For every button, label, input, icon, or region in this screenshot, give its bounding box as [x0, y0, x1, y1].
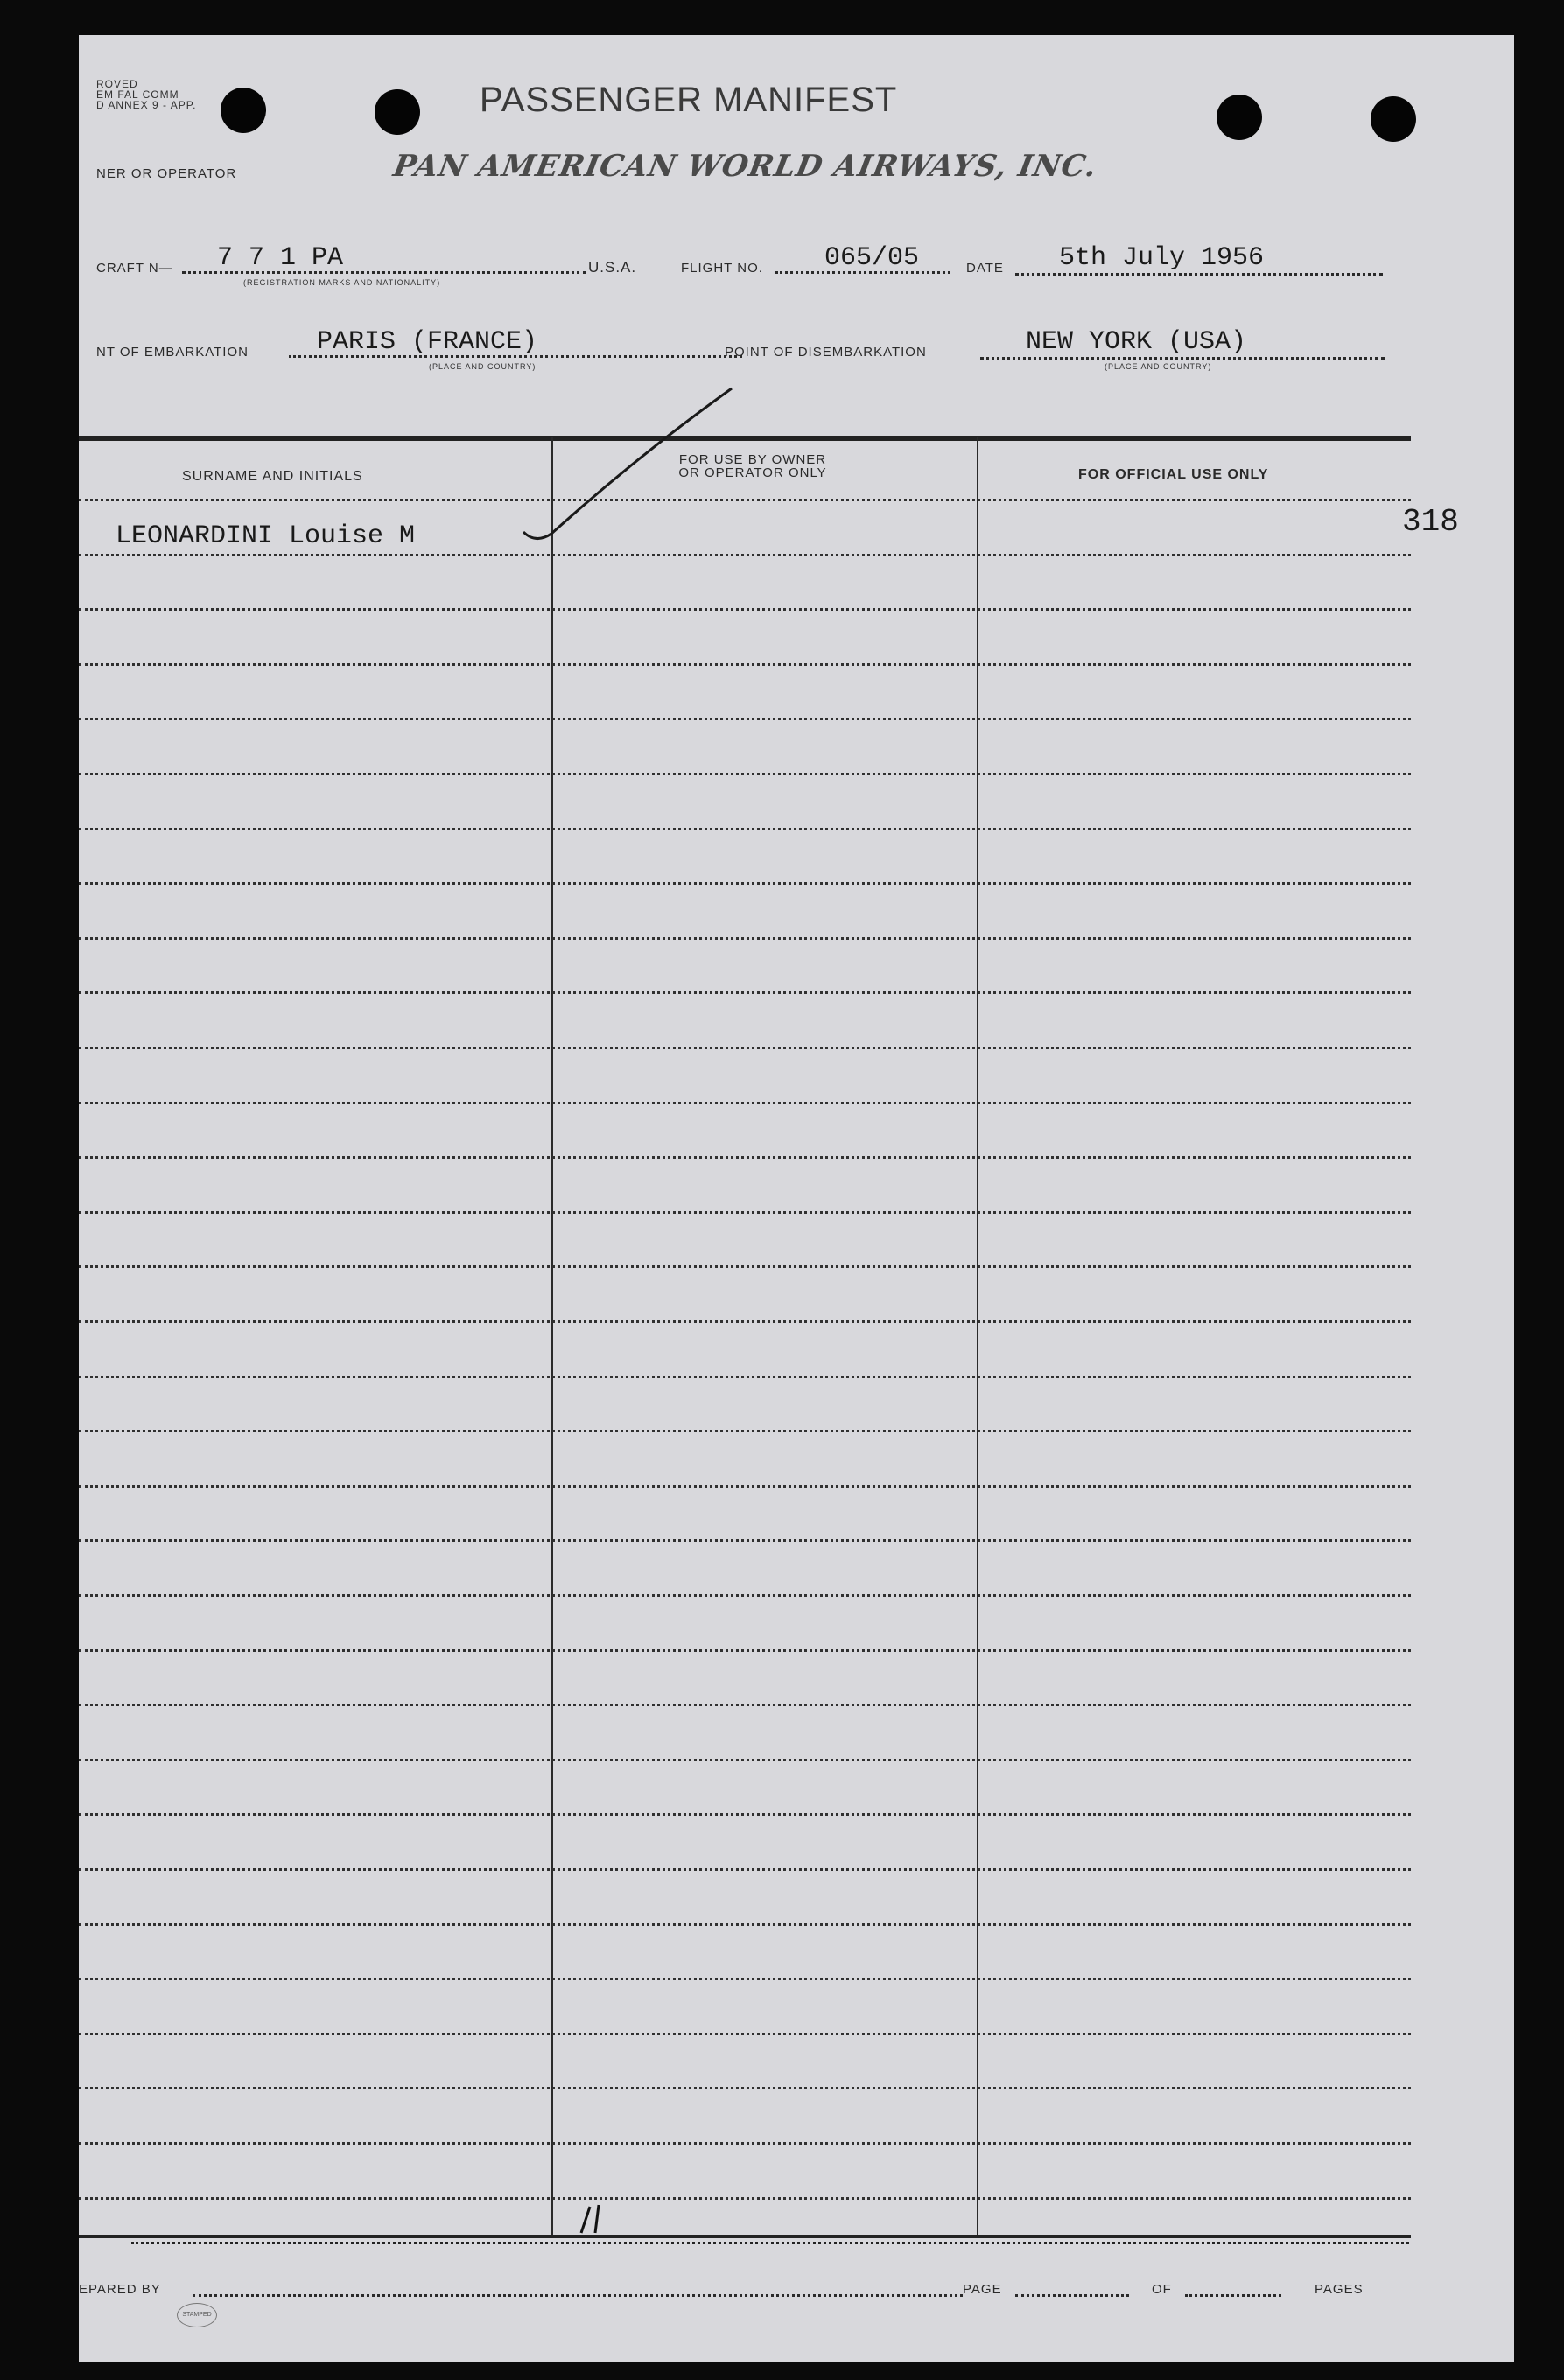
table-row [79, 1430, 1411, 1432]
col-official-header: FOR OFFICIAL USE ONLY [1078, 467, 1269, 482]
table-row [79, 1156, 1411, 1158]
table-row [79, 937, 1411, 940]
punch-hole [221, 88, 266, 133]
check-mark-icon [516, 385, 744, 551]
prepared-by-label: EPARED BY [79, 2282, 161, 2297]
manifest-page [79, 35, 1514, 2362]
table-row [79, 1868, 1411, 1871]
pages-label: PAGES [1315, 2282, 1364, 2297]
table-row [79, 554, 1411, 556]
aircraft-sublabel: (REGISTRATION MARKS AND NATIONALITY) [243, 278, 441, 287]
disembarkation-value: NEW YORK (USA) [1026, 327, 1247, 357]
embarkation-value: PARIS (FRANCE) [317, 327, 538, 357]
flight-underline [775, 271, 950, 274]
table-row [79, 828, 1411, 830]
prepared-by-line [193, 2294, 963, 2297]
table-row [79, 991, 1411, 994]
page-line [1015, 2294, 1129, 2297]
col-owner-line-1: FOR USE BY OWNER [678, 452, 827, 467]
table-row [79, 2033, 1411, 2035]
table-row [79, 663, 1411, 666]
table-row [79, 2197, 1411, 2200]
column-divider-1 [551, 438, 553, 2235]
table-row [79, 1813, 1411, 1816]
approval-line-1: ROVED [96, 78, 138, 90]
table-row [79, 1923, 1411, 1926]
disembarkation-underline [980, 357, 1385, 360]
table-row [79, 1978, 1411, 1980]
table-row [79, 1046, 1411, 1049]
table-row [79, 1485, 1411, 1488]
embarkation-underline [289, 355, 742, 358]
table-row [79, 773, 1411, 775]
ink-mark [578, 2202, 613, 2236]
approval-line-3: D ANNEX 9 - APP. [96, 99, 197, 111]
official-number: 318 [1402, 504, 1459, 540]
table-row [79, 1320, 1411, 1323]
operator-name: PAN AMERICAN WORLD AIRWAYS, INC. [390, 149, 1100, 184]
approval-note [96, 79, 197, 110]
disembarkation-label: POINT OF DISEMBARKATION [725, 345, 927, 360]
passenger-name: LEONARDINI Louise M [116, 522, 416, 551]
punch-hole [375, 89, 420, 135]
page-title: PASSENGER MANIFEST [480, 80, 898, 119]
table-row [79, 1102, 1411, 1104]
aircraft-label: CRAFT N— [96, 261, 173, 276]
table-bottom-rule [79, 2235, 1411, 2238]
of-line [1185, 2294, 1281, 2297]
page-label: PAGE [963, 2282, 1002, 2297]
table-row [79, 1539, 1411, 1542]
table-row [79, 2087, 1411, 2090]
column-divider-2 [977, 438, 978, 2235]
date-label: DATE [966, 261, 1004, 276]
embarkation-sublabel: (PLACE AND COUNTRY) [429, 362, 537, 371]
table-row [79, 882, 1411, 885]
table-row [79, 2142, 1411, 2145]
table-row [79, 718, 1411, 720]
table-row [79, 499, 1411, 501]
disembarkation-sublabel: (PLACE AND COUNTRY) [1105, 362, 1212, 371]
approval-line-2: EM FAL COMM [96, 88, 179, 101]
embarkation-label: NT OF EMBARKATION [96, 345, 249, 360]
flight-value: 065/05 [824, 243, 920, 273]
table-row [79, 1376, 1411, 1378]
table-row [79, 1211, 1411, 1214]
table-row [79, 1594, 1411, 1597]
table-top-rule [79, 436, 1411, 441]
aircraft-value: 7 7 1 PA [217, 243, 344, 273]
table-row [79, 608, 1411, 611]
punch-hole [1371, 96, 1416, 142]
table-row [79, 1265, 1411, 1268]
col-owner-line-2: OR OPERATOR ONLY [678, 466, 827, 480]
table-bottom-rule-2 [131, 2242, 1409, 2244]
punch-hole [1217, 94, 1262, 140]
table-row [79, 1704, 1411, 1706]
table-row [79, 1649, 1411, 1652]
owner-label: NER OR OPERATOR [96, 166, 237, 181]
usa-label: U.S.A. [588, 259, 637, 276]
stamp-mark: STAMPED [177, 2303, 217, 2328]
flight-label: FLIGHT NO. [681, 261, 763, 276]
of-label: OF [1152, 2282, 1172, 2297]
col-surname-header: SURNAME AND INITIALS [182, 469, 363, 484]
date-underline [1015, 273, 1383, 276]
table-row [79, 1759, 1411, 1761]
date-value: 5th July 1956 [1059, 243, 1265, 273]
aircraft-underline [182, 271, 586, 274]
